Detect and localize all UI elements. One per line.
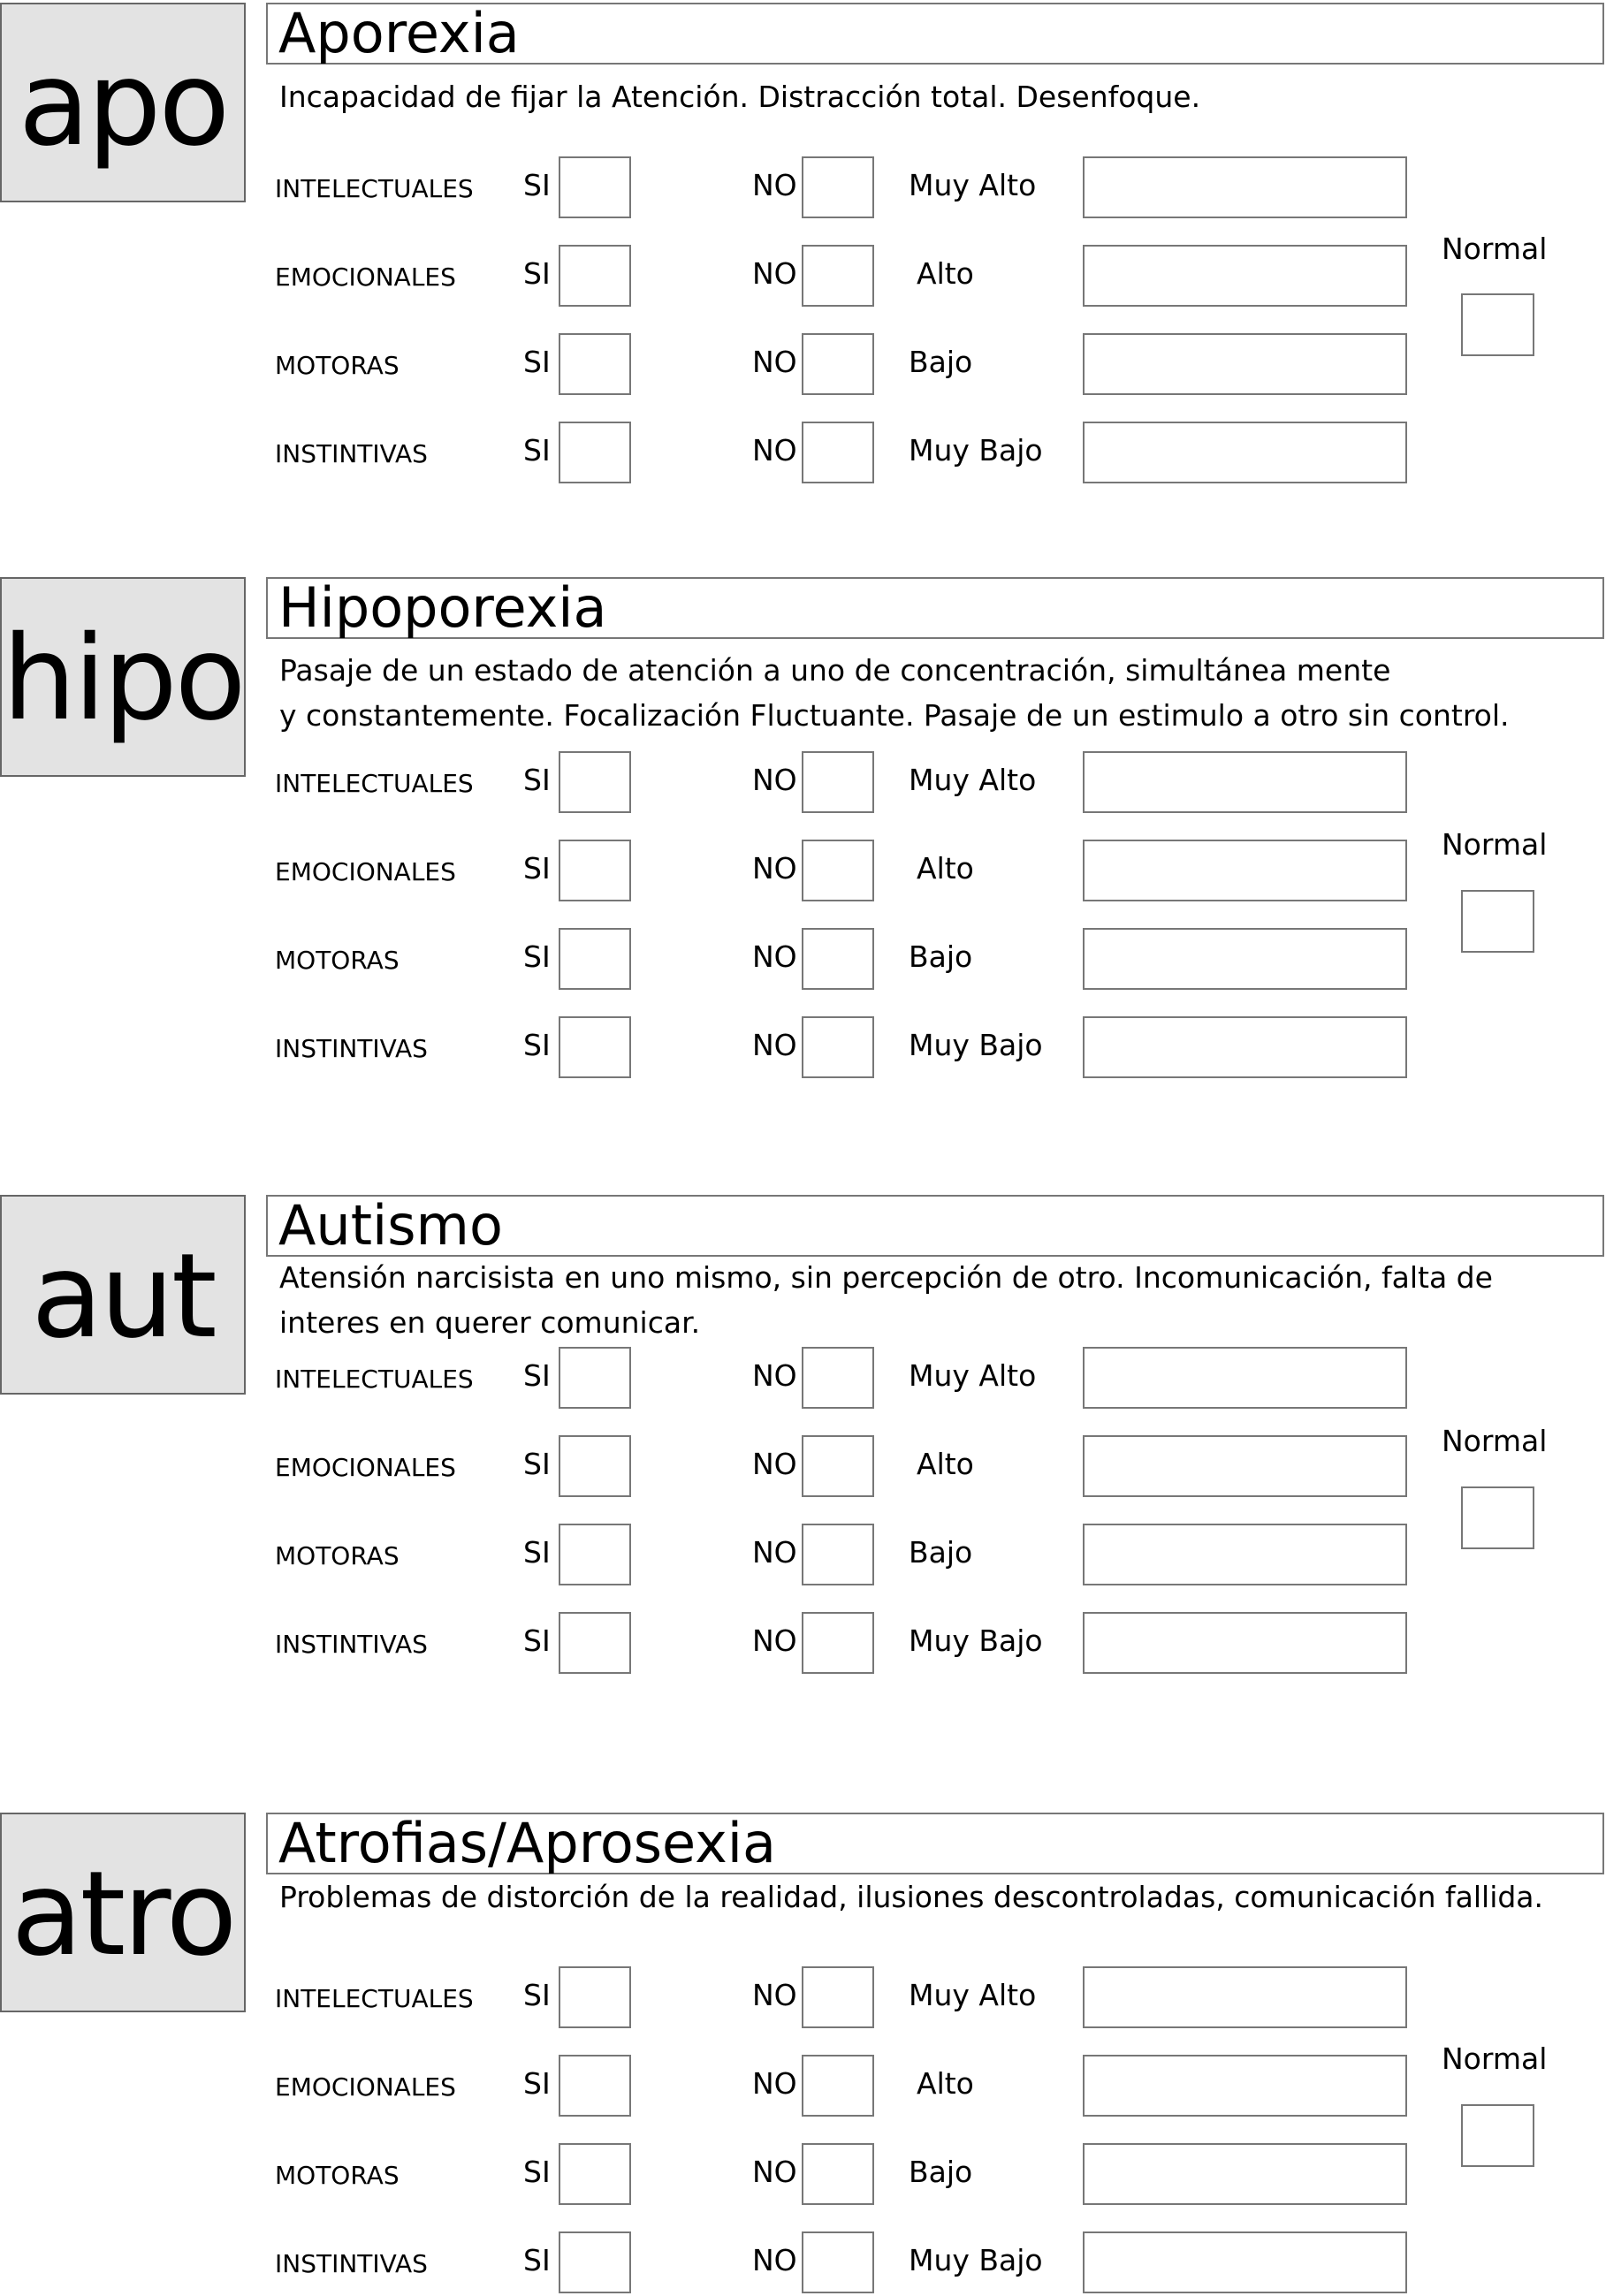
category-label: MOTORAS [275,2161,400,2190]
si-checkbox[interactable] [559,245,631,307]
no-label: NO [752,256,797,291]
normal-checkbox[interactable] [1461,293,1534,356]
section-description-line-1: Incapacidad de fijar la Atención. Distracción total. Desenfoque. [279,80,1201,114]
section-abbreviation: aut [0,1195,246,1395]
level-field[interactable] [1083,422,1407,483]
no-checkbox[interactable] [802,1016,874,1078]
level-field[interactable] [1083,333,1407,395]
si-label: SI [523,2066,551,2101]
level-field[interactable] [1083,840,1407,901]
row-instintivas [0,2231,1606,2295]
si-label: SI [523,1447,551,1481]
section-abbreviation: apo [0,3,246,202]
row-instintivas [0,422,1606,485]
level-field[interactable] [1083,1016,1407,1078]
section-description-line-1: Atensión narcisista en uno mismo, sin percepción de otro. Incomunicación, falta de [279,1260,1493,1295]
row-intelectuales [0,156,1606,220]
category-label: MOTORAS [275,351,400,380]
si-checkbox[interactable] [559,1524,631,1585]
no-checkbox[interactable] [802,156,874,218]
level-label: Muy Alto [909,168,1037,202]
si-checkbox[interactable] [559,333,631,395]
row-emocionales [0,2055,1606,2118]
level-label: Muy Bajo [909,433,1043,468]
row-motoras [0,2143,1606,2207]
level-field[interactable] [1083,1347,1407,1409]
no-label: NO [752,168,797,202]
si-checkbox[interactable] [559,1612,631,1674]
normal-checkbox[interactable] [1461,890,1534,953]
category-label: INTELECTUALES [275,1365,474,1394]
level-field[interactable] [1083,1966,1407,2028]
category-label: INSTINTIVAS [275,2249,428,2278]
si-checkbox[interactable] [559,1435,631,1497]
no-label: NO [752,939,797,974]
si-checkbox[interactable] [559,2143,631,2205]
category-label: EMOCIONALES [275,2072,456,2102]
level-label: Alto [917,2066,974,2101]
level-label: Muy Alto [909,1358,1037,1393]
no-label: NO [752,1358,797,1393]
no-checkbox[interactable] [802,928,874,990]
level-label: Muy Alto [909,1978,1037,2012]
normal-checkbox[interactable] [1461,1486,1534,1549]
si-label: SI [523,256,551,291]
si-label: SI [523,433,551,468]
level-field[interactable] [1083,2231,1407,2293]
category-label: INTELECTUALES [275,1984,474,2013]
section-title: Atrofias/Aprosexia [266,1813,1604,1874]
no-checkbox[interactable] [802,2055,874,2117]
row-emocionales [0,1435,1606,1499]
si-checkbox[interactable] [559,1016,631,1078]
no-label: NO [752,1623,797,1658]
si-label: SI [523,1028,551,1062]
normal-label: Normal [1442,827,1548,862]
row-instintivas [0,1612,1606,1676]
category-label: INTELECTUALES [275,769,474,798]
category-label: EMOCIONALES [275,1453,456,1482]
no-checkbox[interactable] [802,1347,874,1409]
level-label: Bajo [909,939,973,974]
level-field[interactable] [1083,1524,1407,1585]
section-description-line-2: y constantemente. Focalización Fluctuante. Pasaje de un estimulo a otro sin control. [279,698,1510,733]
section-description-line-1: Pasaje de un estado de atención a uno de concentración, simultánea mente [279,653,1391,688]
section-abbreviation: atro [0,1813,246,2012]
si-label: SI [523,763,551,797]
level-label: Muy Bajo [909,2243,1043,2277]
si-checkbox[interactable] [559,840,631,901]
category-label: EMOCIONALES [275,857,456,886]
level-label: Alto [917,851,974,886]
no-checkbox[interactable] [802,333,874,395]
no-label: NO [752,763,797,797]
category-label: MOTORAS [275,946,400,975]
category-label: EMOCIONALES [275,262,456,292]
category-label: MOTORAS [275,1541,400,1570]
no-label: NO [752,2243,797,2277]
normal-label: Normal [1442,1424,1548,1458]
no-label: NO [752,345,797,379]
no-label: NO [752,851,797,886]
section-abbreviation: hipo [0,577,246,777]
no-label: NO [752,433,797,468]
section-description-line-2: interes en querer comunicar. [279,1305,701,1340]
normal-checkbox[interactable] [1461,2104,1534,2167]
si-label: SI [523,1358,551,1393]
level-field[interactable] [1083,928,1407,990]
level-label: Bajo [909,2155,973,2189]
level-label: Alto [917,256,974,291]
si-label: SI [523,1978,551,2012]
level-field[interactable] [1083,2143,1407,2205]
no-checkbox[interactable] [802,1612,874,1674]
no-checkbox[interactable] [802,1435,874,1497]
no-checkbox[interactable] [802,245,874,307]
level-field[interactable] [1083,156,1407,218]
si-checkbox[interactable] [559,751,631,813]
si-checkbox[interactable] [559,156,631,218]
level-field[interactable] [1083,1435,1407,1497]
no-checkbox[interactable] [802,2143,874,2205]
si-checkbox[interactable] [559,2055,631,2117]
normal-label: Normal [1442,2041,1548,2076]
category-label: INSTINTIVAS [275,1630,428,1659]
si-label: SI [523,168,551,202]
level-field[interactable] [1083,751,1407,813]
no-checkbox[interactable] [802,840,874,901]
normal-label: Normal [1442,232,1548,266]
si-label: SI [523,851,551,886]
category-label: INSTINTIVAS [275,1034,428,1063]
no-label: NO [752,1978,797,2012]
si-checkbox[interactable] [559,1347,631,1409]
section-title: Hipoporexia [266,577,1604,639]
row-intelectuales [0,1347,1606,1410]
si-label: SI [523,2243,551,2277]
level-label: Muy Alto [909,763,1037,797]
no-checkbox[interactable] [802,751,874,813]
row-emocionales [0,840,1606,903]
no-checkbox[interactable] [802,1524,874,1585]
level-field[interactable] [1083,245,1407,307]
category-label: INTELECTUALES [275,174,474,203]
si-label: SI [523,1535,551,1570]
level-label: Alto [917,1447,974,1481]
category-label: INSTINTIVAS [275,439,428,468]
no-checkbox[interactable] [802,2231,874,2293]
si-label: SI [523,2155,551,2189]
si-checkbox[interactable] [559,422,631,483]
row-intelectuales [0,751,1606,815]
row-instintivas [0,1016,1606,1080]
level-field[interactable] [1083,2055,1407,2117]
no-label: NO [752,1028,797,1062]
section-title: Autismo [266,1195,1604,1257]
row-motoras [0,1524,1606,1587]
no-label: NO [752,2155,797,2189]
level-field[interactable] [1083,1612,1407,1674]
section-title: Aporexia [266,3,1604,65]
section-description-line-1: Problemas de distorción de la realidad, ilusiones descontroladas, comunicación fallida. [279,1880,1544,1914]
row-emocionales [0,245,1606,308]
row-intelectuales [0,1966,1606,2030]
si-checkbox[interactable] [559,2231,631,2293]
no-label: NO [752,2066,797,2101]
level-label: Muy Bajo [909,1623,1043,1658]
no-label: NO [752,1447,797,1481]
no-checkbox[interactable] [802,1966,874,2028]
row-motoras [0,928,1606,992]
no-label: NO [752,1535,797,1570]
row-motoras [0,333,1606,397]
si-label: SI [523,1623,551,1658]
level-label: Bajo [909,345,973,379]
level-label: Muy Bajo [909,1028,1043,1062]
level-label: Bajo [909,1535,973,1570]
no-checkbox[interactable] [802,422,874,483]
si-label: SI [523,939,551,974]
si-label: SI [523,345,551,379]
si-checkbox[interactable] [559,928,631,990]
si-checkbox[interactable] [559,1966,631,2028]
